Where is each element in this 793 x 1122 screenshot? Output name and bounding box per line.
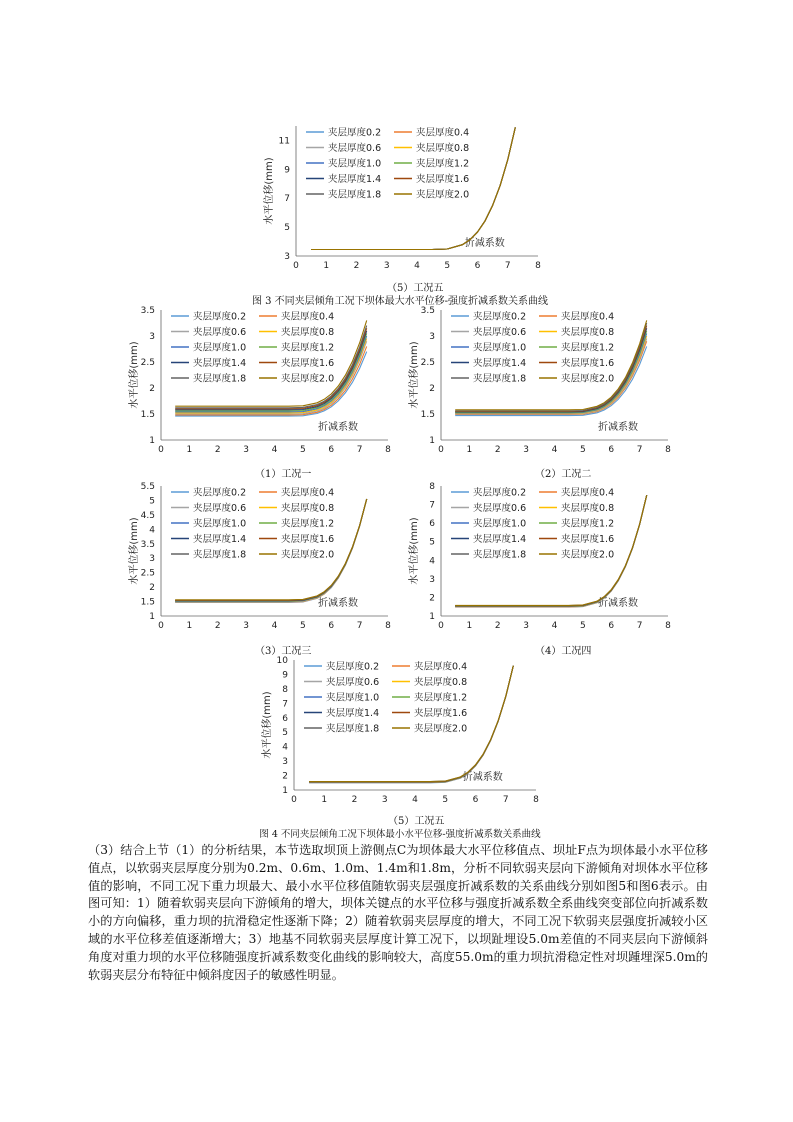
y-tick-label: 5 — [282, 728, 288, 739]
y-tick-label: 1.5 — [420, 410, 435, 420]
legend-label: 夹层厚度0.6 — [193, 503, 247, 514]
y-tick-label: 7 — [429, 500, 435, 511]
legend-label: 夹层厚度0.6 — [193, 327, 247, 338]
y-axis-label: 水平位移(mm) — [262, 691, 273, 759]
y-tick-label: 2 — [282, 771, 288, 782]
fig3-subcaption: （5）工况五 — [387, 283, 444, 294]
chart-fig4-5 — [258, 652, 548, 812]
x-tick-label: 3 — [523, 445, 529, 455]
x-tick-label: 0 — [158, 445, 164, 455]
legend-label: 夹层厚度1.8 — [473, 373, 527, 385]
x-axis-label: 折减系数 — [464, 238, 505, 249]
x-tick-label: 4 — [271, 621, 278, 631]
chart-fig4-1 — [125, 302, 400, 462]
x-tick-label: 1 — [466, 445, 473, 455]
x-tick-label: 1 — [186, 621, 193, 631]
chart-fig3-5 — [260, 118, 550, 278]
x-tick-label: 6 — [472, 795, 479, 805]
x-tick-label: 8 — [535, 261, 541, 271]
legend-label: 夹层厚度1.2 — [414, 692, 468, 704]
y-tick-label: 9 — [282, 670, 288, 681]
legend-label: 夹层厚度1.2 — [281, 518, 335, 530]
chart-svg — [405, 478, 680, 638]
legend-label: 夹层厚度1.2 — [561, 342, 615, 354]
fig4-1-subcaption: （1）工况一 — [255, 469, 312, 480]
fig4-4-subcaption: （4）工况四 — [535, 646, 592, 657]
x-tick-label: 0 — [293, 261, 299, 271]
legend-label: 夹层厚度0.8 — [416, 143, 470, 154]
legend-label: 夹层厚度2.0 — [281, 373, 335, 385]
legend-label: 夹层厚度1.8 — [328, 189, 382, 201]
y-tick-label: 3 — [149, 332, 155, 342]
legend-label: 夹层厚度1.8 — [193, 549, 247, 561]
x-axis-label: 折减系数 — [598, 422, 639, 433]
legend-label: 夹层厚度1.6 — [281, 534, 335, 545]
legend-label: 夹层厚度0.2 — [326, 661, 380, 673]
legend-label: 夹层厚度1.2 — [416, 158, 470, 170]
y-tick-label: 9 — [284, 165, 290, 176]
y-tick-label: 4 — [429, 556, 435, 567]
legend-label: 夹层厚度1.4 — [328, 174, 382, 185]
x-tick-label: 5 — [300, 621, 306, 631]
x-axis-label: 折减系数 — [462, 772, 503, 783]
x-tick-label: 6 — [474, 261, 481, 271]
legend-label: 夹层厚度1.6 — [281, 358, 335, 369]
x-tick-label: 7 — [502, 795, 509, 805]
legend-label: 夹层厚度1.6 — [414, 708, 468, 719]
y-tick-label: 5 — [284, 223, 290, 234]
y-tick-label: 10 — [276, 656, 288, 666]
chart-fig4-2 — [405, 302, 680, 462]
fig4-5-subcaption: （5）工况五 — [388, 816, 445, 827]
legend-label: 夹层厚度0.2 — [193, 311, 247, 323]
y-tick-label: 8 — [282, 684, 288, 695]
legend-label: 夹层厚度1.0 — [193, 518, 247, 530]
x-tick-label: 2 — [351, 795, 358, 805]
legend-label: 夹层厚度1.4 — [473, 534, 527, 545]
y-tick-label: 3 — [149, 554, 155, 565]
x-tick-label: 4 — [271, 445, 278, 455]
x-tick-label: 6 — [328, 621, 335, 631]
y-tick-label: 7 — [284, 194, 290, 205]
x-tick-label: 6 — [608, 621, 615, 631]
chart-svg — [405, 302, 680, 462]
y-tick-label: 7 — [282, 699, 288, 710]
x-tick-label: 2 — [494, 445, 501, 455]
legend-label: 夹层厚度1.8 — [193, 373, 247, 385]
chart-svg — [125, 302, 400, 462]
legend-label: 夹层厚度0.4 — [281, 487, 335, 499]
legend-label: 夹层厚度2.0 — [281, 549, 335, 561]
legend-label: 夹层厚度0.4 — [561, 487, 615, 499]
legend-label: 夹层厚度1.2 — [281, 342, 335, 354]
legend-label: 夹层厚度0.6 — [328, 143, 382, 154]
y-tick-label: 3 — [429, 574, 435, 585]
x-tick-label: 8 — [385, 621, 391, 631]
legend-label: 夹层厚度1.4 — [326, 708, 380, 719]
legend-label: 夹层厚度1.8 — [473, 549, 527, 561]
x-tick-label: 1 — [466, 621, 473, 631]
x-tick-label: 2 — [353, 261, 360, 271]
y-tick-label: 2 — [149, 384, 155, 394]
legend-label: 夹层厚度0.8 — [561, 503, 615, 514]
legend-label: 夹层厚度2.0 — [416, 189, 470, 201]
y-tick-label: 2.5 — [420, 358, 435, 368]
x-tick-label: 3 — [243, 445, 249, 455]
legend-label: 夹层厚度1.0 — [193, 342, 247, 354]
x-tick-label: 7 — [356, 621, 363, 631]
y-tick-label: 3.5 — [140, 306, 155, 316]
x-tick-label: 4 — [551, 621, 558, 631]
y-tick-label: 1 — [149, 436, 155, 446]
x-tick-label: 6 — [328, 445, 335, 455]
y-tick-label: 2 — [149, 583, 155, 594]
x-tick-label: 3 — [523, 621, 529, 631]
y-tick-label: 3 — [282, 757, 288, 768]
legend-label: 夹层厚度1.2 — [561, 518, 615, 530]
x-tick-label: 8 — [385, 445, 391, 455]
x-tick-label: 8 — [665, 445, 671, 455]
x-tick-label: 3 — [243, 621, 249, 631]
fig4-3-subcaption: （3）工况三 — [255, 646, 312, 657]
y-tick-label: 2 — [429, 593, 435, 604]
x-axis-label: 折减系数 — [318, 422, 359, 433]
legend-label: 夹层厚度0.4 — [281, 311, 335, 323]
x-tick-label: 2 — [214, 445, 221, 455]
legend-label: 夹层厚度0.8 — [281, 327, 335, 338]
fig3-caption: 图 3 不同夹层倾角工况下坝体最大水平位移-强度折减系数关系曲线 — [251, 296, 549, 307]
legend-label: 夹层厚度0.4 — [416, 127, 470, 139]
y-tick-label: 11 — [278, 136, 290, 147]
legend-label: 夹层厚度1.0 — [473, 342, 527, 354]
y-tick-label: 2.5 — [140, 358, 155, 368]
chart-fig4-3 — [125, 478, 400, 638]
legend-label: 夹层厚度2.0 — [414, 723, 468, 735]
legend-label: 夹层厚度0.6 — [473, 327, 527, 338]
x-tick-label: 7 — [636, 621, 643, 631]
legend-label: 夹层厚度0.6 — [326, 677, 380, 688]
x-axis-label: 折减系数 — [598, 598, 639, 609]
x-tick-label: 3 — [381, 795, 388, 805]
x-tick-label: 5 — [442, 795, 449, 805]
y-tick-label: 6 — [282, 713, 288, 724]
x-tick-label: 0 — [438, 445, 444, 455]
y-tick-label: 1.5 — [140, 410, 155, 420]
x-tick-label: 1 — [323, 261, 330, 271]
x-tick-label: 2 — [214, 621, 221, 631]
x-tick-label: 1 — [186, 445, 193, 455]
y-tick-label: 4 — [282, 742, 288, 753]
y-tick-label: 1.5 — [140, 597, 155, 608]
x-tick-label: 1 — [321, 795, 328, 805]
y-tick-label: 5 — [149, 496, 155, 507]
x-tick-label: 5 — [580, 445, 586, 455]
x-tick-label: 4 — [551, 445, 558, 455]
y-tick-label: 5.5 — [140, 482, 155, 492]
fig4-caption: 图 4 不同夹层倾角工况下坝体最小水平位移-强度折减系数关系曲线 — [259, 829, 541, 840]
x-tick-label: 4 — [414, 261, 420, 271]
legend-label: 夹层厚度0.4 — [561, 311, 615, 323]
x-tick-label: 3 — [383, 261, 390, 271]
legend-label: 夹层厚度1.0 — [473, 518, 527, 530]
x-tick-label: 8 — [665, 621, 671, 631]
legend-label: 夹层厚度1.0 — [326, 692, 380, 704]
legend-label: 夹层厚度1.8 — [326, 723, 380, 735]
legend-label: 夹层厚度1.6 — [561, 358, 615, 369]
y-tick-label: 6 — [429, 519, 435, 530]
legend-label: 夹层厚度0.2 — [473, 487, 527, 499]
legend-label: 夹层厚度2.0 — [561, 373, 615, 385]
x-tick-label: 4 — [412, 795, 418, 805]
y-tick-label: 1 — [282, 786, 288, 796]
y-tick-label: 1 — [429, 612, 435, 622]
y-axis-label: 水平位移(mm) — [409, 517, 420, 585]
x-tick-label: 5 — [300, 445, 306, 455]
body-paragraph: （3）结合上节（1）的分析结果，本节选取坝顶上游侧点C为坝体最大水平位移值点、坝址F点为坝体最小水平位移值点，以软弱夹层厚度分别为0.2m、0.6m、1.0m、1.4m和1.8m，分析不同软弱夹层向下游倾角对坝体水平位移值的影响，不同工况下重力坝最大、最小水平位移值随软弱夹层强度折减系数的关系曲线分别如图5和图6表示。由图可知：1）随着软弱夹层向下游倾角的增大，坝体关键点的水平位移与强度折减系数全系曲线突变部位向折减系数小的方向偏移，重力坝的抗滑稳定性逐渐下降；2）随着软弱夹层厚度的增大，不同工况下软弱夹层强度折减较小区域的水平位移差值逐渐增大；3）地基不同软弱夹层厚度计算工况下，以坝趾埋设5.0m差值的不同夹层向下游倾斜角度对重力坝的水平位移随强度折减系数变化曲线的影响较大，高度55.0m的重力坝抗滑稳定性对坝踵埋深5.0m的软弱夹层分布特征中倾斜度因子的敏感性明显。 — [88, 843, 708, 982]
legend-label: 夹层厚度0.6 — [473, 503, 527, 514]
x-tick-label: 0 — [438, 621, 444, 631]
y-tick-label: 5 — [429, 537, 435, 548]
y-tick-label: 2 — [429, 384, 435, 394]
x-tick-label: 5 — [580, 621, 586, 631]
legend-label: 夹层厚度0.8 — [414, 677, 468, 688]
x-tick-label: 5 — [444, 261, 451, 271]
legend-label: 夹层厚度2.0 — [561, 549, 615, 561]
y-axis-label: 水平位移(mm) — [129, 517, 140, 585]
x-tick-label: 2 — [494, 621, 501, 631]
legend-label: 夹层厚度0.4 — [414, 661, 468, 673]
legend-label: 夹层厚度0.2 — [193, 487, 247, 499]
chart-svg — [258, 652, 548, 812]
legend-label: 夹层厚度1.4 — [193, 358, 247, 369]
legend-label: 夹层厚度0.2 — [328, 127, 382, 139]
y-tick-label: 3 — [429, 332, 435, 342]
x-tick-label: 8 — [533, 795, 539, 805]
legend-label: 夹层厚度1.6 — [561, 534, 615, 545]
legend-label: 夹层厚度1.0 — [328, 158, 382, 170]
x-tick-label: 0 — [291, 795, 297, 805]
legend-label: 夹层厚度1.4 — [193, 534, 247, 545]
y-tick-label: 4 — [149, 525, 155, 536]
y-tick-label: 1 — [149, 612, 155, 622]
x-tick-label: 0 — [158, 621, 164, 631]
chart-svg — [260, 118, 550, 278]
x-tick-label: 7 — [356, 445, 363, 455]
legend-label: 夹层厚度0.2 — [473, 311, 527, 323]
fig4-2-subcaption: （2）工况二 — [535, 469, 592, 480]
x-tick-label: 7 — [504, 261, 511, 271]
y-axis-label: 水平位移(mm) — [264, 157, 275, 225]
x-axis-label: 折减系数 — [318, 598, 359, 609]
legend-label: 夹层厚度0.8 — [281, 503, 335, 514]
y-tick-label: 1 — [429, 436, 435, 446]
y-tick-label: 3 — [284, 252, 290, 262]
y-tick-label: 8 — [429, 482, 435, 492]
y-tick-label: 3.5 — [420, 306, 435, 316]
legend-label: 夹层厚度1.6 — [416, 174, 470, 185]
x-tick-label: 6 — [608, 445, 615, 455]
legend-label: 夹层厚度0.8 — [561, 327, 615, 338]
y-tick-label: 2.5 — [140, 568, 155, 579]
y-tick-label: 3.5 — [140, 539, 155, 550]
chart-svg — [125, 478, 400, 638]
legend-label: 夹层厚度1.4 — [473, 358, 527, 369]
y-tick-label: 4.5 — [140, 510, 155, 521]
chart-fig4-4 — [405, 478, 680, 638]
y-axis-label: 水平位移(mm) — [409, 341, 420, 409]
x-tick-label: 7 — [636, 445, 643, 455]
y-axis-label: 水平位移(mm) — [129, 341, 140, 409]
